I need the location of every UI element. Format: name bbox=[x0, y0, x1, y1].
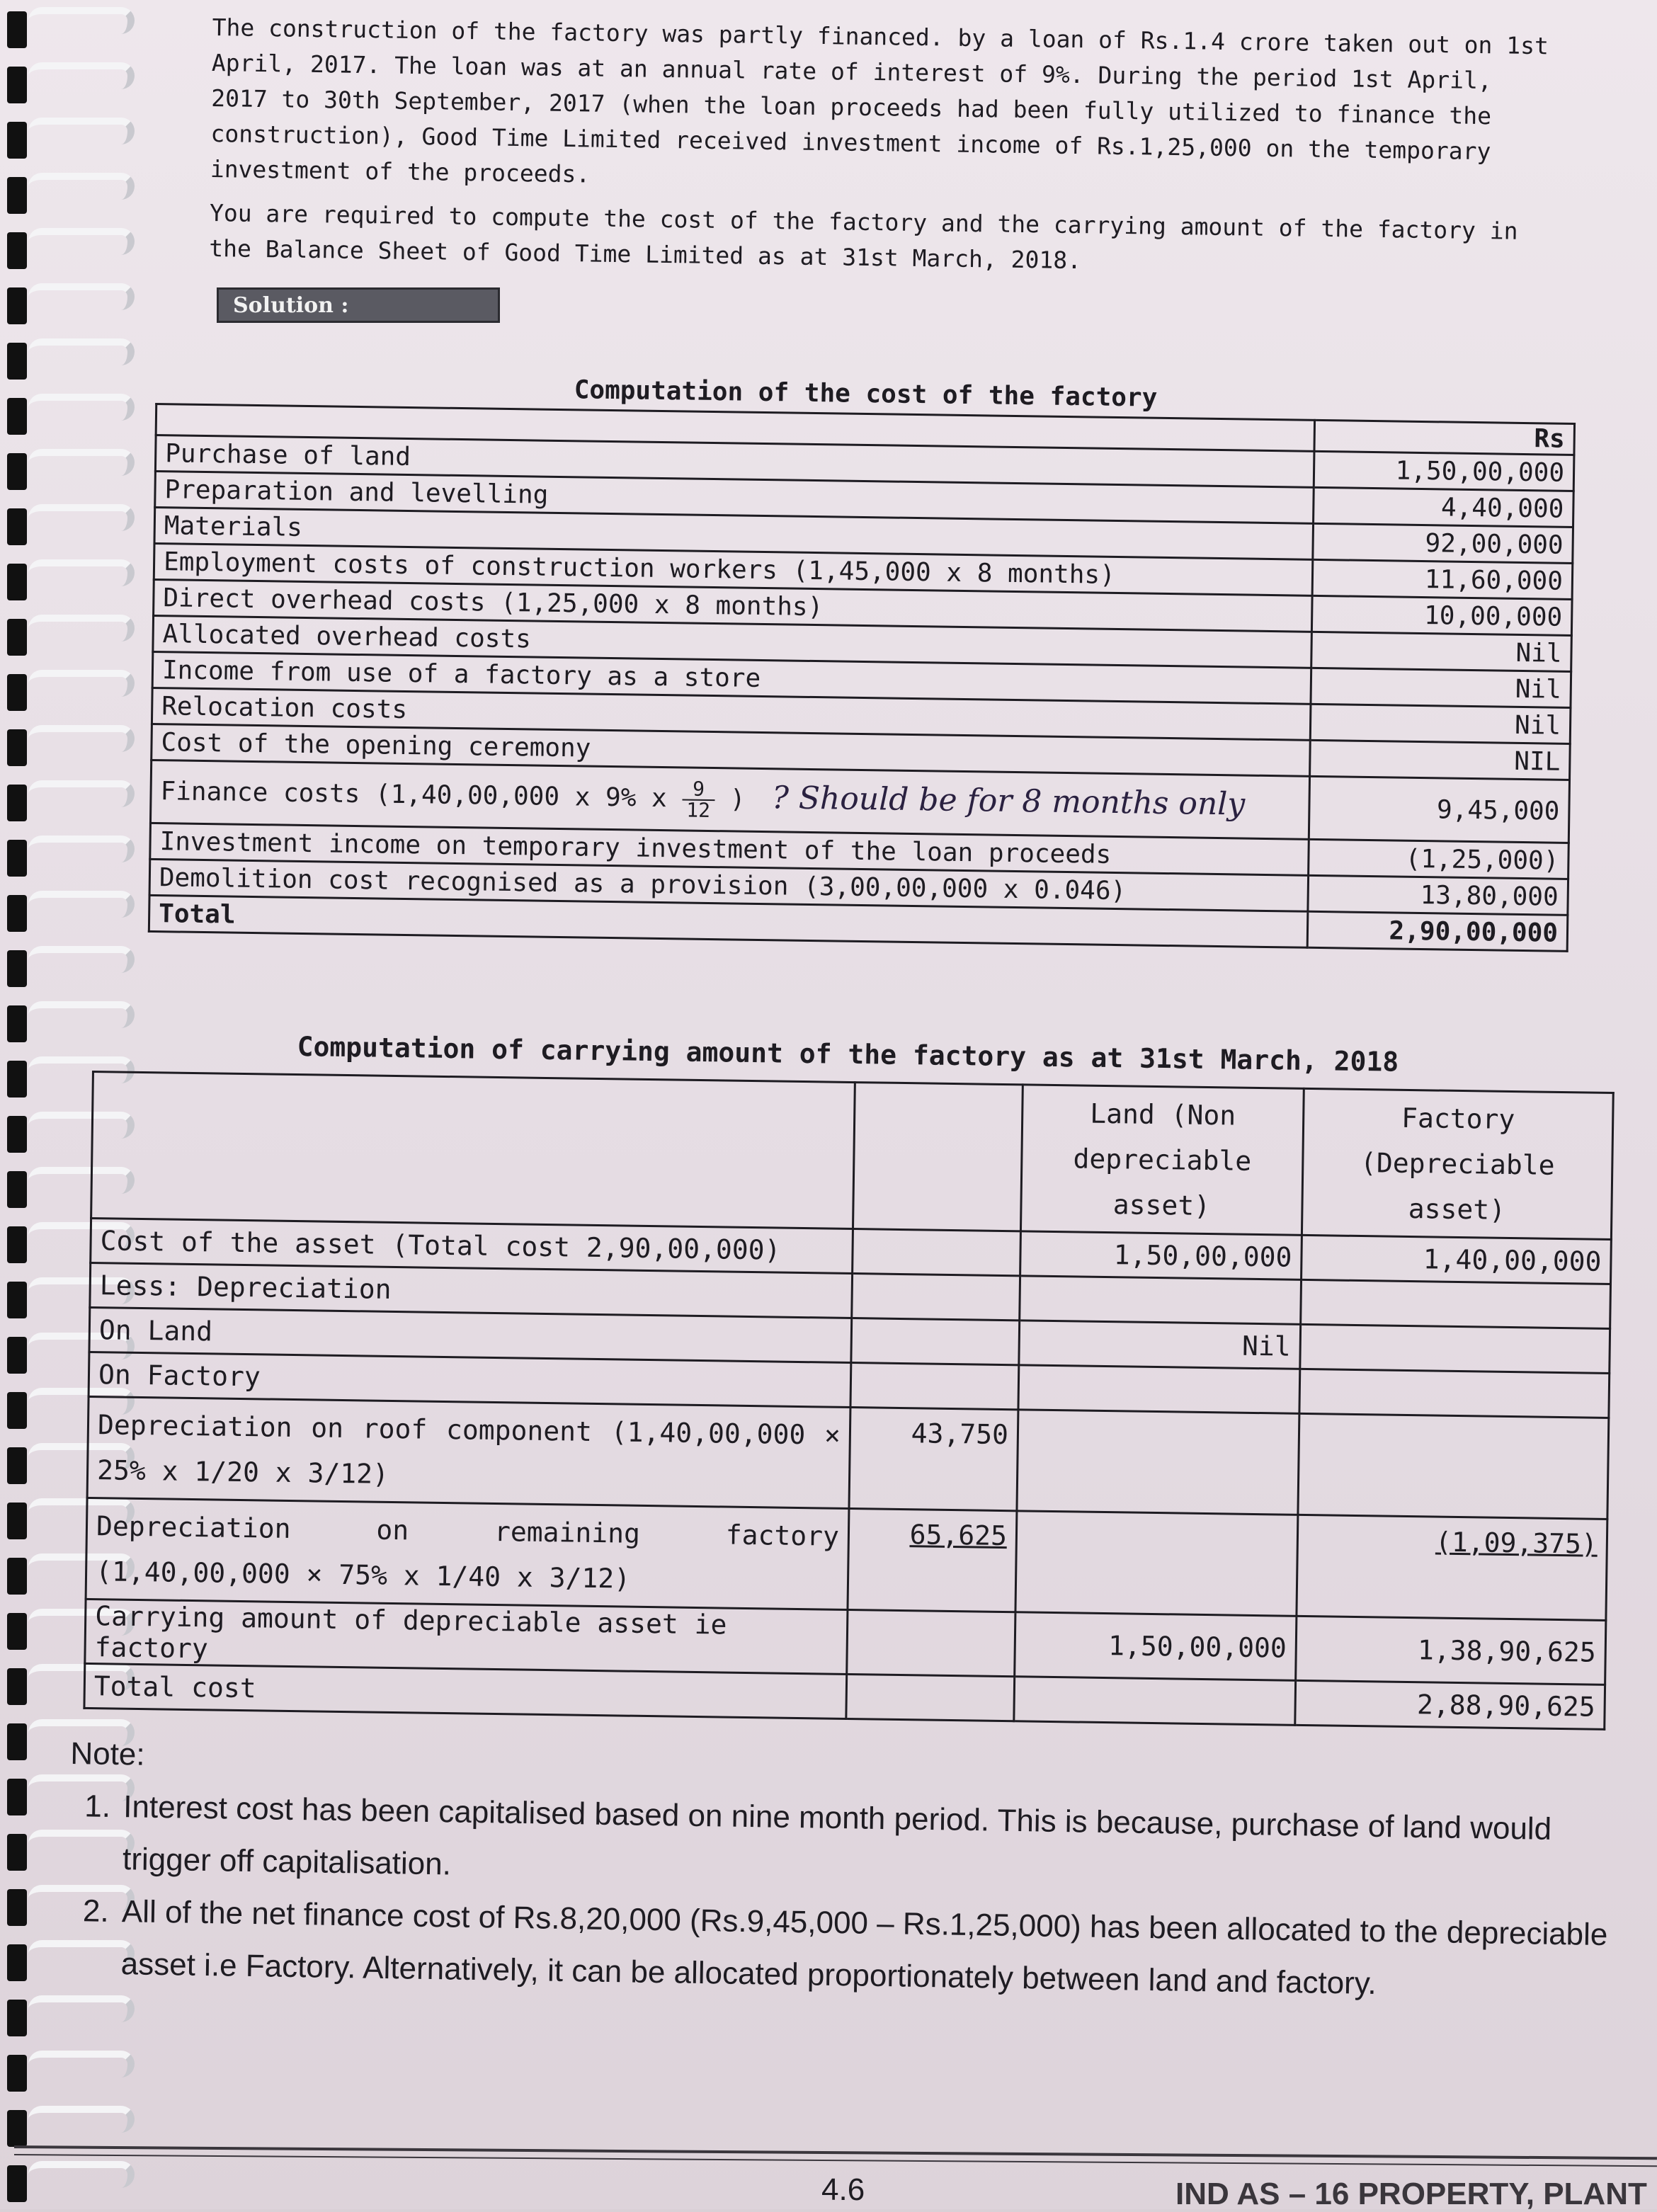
intro-paragraph-2: You are required to compute the cost of the factory and the carrying amount of the factory in the Balance Sheet of Good Time Limited as at 31st March, 2018. bbox=[209, 198, 1518, 275]
binding-hole bbox=[7, 398, 27, 435]
notes-heading: Note: bbox=[70, 1735, 145, 1772]
binding-hole bbox=[7, 674, 27, 711]
binding-hole bbox=[7, 2055, 27, 2092]
fraction-numerator: 9 bbox=[682, 779, 714, 801]
roof-depreciation-label: Depreciation on roof component (1,40,00,000 × 25% x 1/20 x 3/12) bbox=[87, 1396, 850, 1508]
binding-hole bbox=[7, 177, 27, 214]
row-amount: 10,00,000 bbox=[1311, 595, 1572, 635]
spiral-ring bbox=[28, 559, 135, 586]
row-amount: NIL bbox=[1310, 740, 1571, 780]
carrying-header-blank-2 bbox=[853, 1083, 1023, 1231]
spiral-ring bbox=[28, 118, 135, 144]
fraction-denominator: 12 bbox=[686, 798, 711, 822]
row-amount: 4,40,000 bbox=[1314, 487, 1574, 527]
on-land-value: Nil bbox=[1019, 1321, 1301, 1369]
spiral-ring bbox=[28, 670, 135, 697]
note-item: 2. All of the net finance cost of Rs.8,20,000 (Rs.9,45,000 – Rs.1,25,000) has been allocated to the depreciable asset i.e Factory. Alternatively, it can be allocated proportionately between land and factory. bbox=[116, 1886, 1640, 2014]
row-amount: 92,00,000 bbox=[1313, 523, 1573, 563]
binding-hole bbox=[7, 619, 27, 656]
row-label: Income from use of a factory as a store bbox=[152, 651, 1311, 704]
cost-table-title: Computation of the cost of the factory bbox=[574, 375, 1158, 413]
binding-hole bbox=[7, 1282, 27, 1318]
row-amount: 13,80,000 bbox=[1308, 875, 1568, 915]
total-label: Total bbox=[149, 895, 1308, 947]
binding-hole bbox=[7, 1447, 27, 1484]
notes-list bbox=[67, 1780, 1641, 2014]
cost-factory: 1,40,00,000 bbox=[1302, 1235, 1612, 1284]
spiral-ring bbox=[28, 62, 135, 89]
binding-hole bbox=[7, 1061, 27, 1098]
solution-label: Solution : bbox=[217, 287, 500, 323]
spiral-ring bbox=[28, 2106, 135, 2133]
row-amount: Nil bbox=[1310, 704, 1571, 743]
on-land-label: On Land bbox=[89, 1307, 852, 1362]
carrying-table-title: Computation of carrying amount of the factory as at 31st March, 2018 bbox=[297, 1031, 1399, 1078]
row-label: Investment income on temporary investment of the loan proceeds bbox=[150, 823, 1309, 875]
total-cost-label: Total cost bbox=[84, 1663, 847, 1718]
page-number: 4.6 bbox=[821, 2172, 865, 2207]
spiral-ring bbox=[28, 2051, 135, 2077]
binding-hole bbox=[7, 508, 27, 545]
footer-title: IND AS – 16 PROPERTY, PLANT bbox=[1175, 2177, 1647, 2211]
row-label: Allocated overhead costs bbox=[153, 615, 1312, 668]
total-amount: 2,90,00,000 bbox=[1307, 911, 1568, 951]
carrying-header-land: Land (Non depreciable asset) bbox=[1020, 1085, 1304, 1236]
row-amount: 1,50,00,000 bbox=[1314, 451, 1574, 491]
carrying-table bbox=[83, 1071, 1614, 1731]
binding-hole bbox=[7, 729, 27, 766]
binding-hole bbox=[7, 343, 27, 380]
spiral-ring bbox=[28, 780, 135, 807]
binding-hole bbox=[7, 287, 27, 324]
binding-hole bbox=[7, 1889, 27, 1926]
binding-hole bbox=[7, 1558, 27, 1595]
total-depreciation-factory: (1,09,375) bbox=[1297, 1515, 1607, 1620]
binding-hole bbox=[7, 1171, 27, 1208]
spiral-ring bbox=[28, 1995, 135, 2022]
binding-hole bbox=[7, 2165, 27, 2202]
carrying-amount-factory: 1,38,90,625 bbox=[1296, 1616, 1606, 1684]
binding-hole bbox=[7, 1779, 27, 1815]
binding-hole bbox=[7, 453, 27, 490]
row-label: Demolition cost recognised as a provision (3,00,00,000 x 0.046) bbox=[149, 859, 1309, 911]
cost-label: Cost of the asset (Total cost 2,90,00,000) bbox=[91, 1219, 853, 1274]
binding-hole bbox=[7, 1005, 27, 1042]
spiral-ring bbox=[28, 725, 135, 752]
row-amount: (1,25,000) bbox=[1309, 839, 1569, 879]
row-label: Purchase of land bbox=[155, 435, 1314, 488]
footer-divider bbox=[14, 2145, 1657, 2160]
handwritten-annotation: ? Should be for 8 months only bbox=[771, 779, 1246, 823]
spiral-ring bbox=[28, 394, 135, 421]
row-amount: Nil bbox=[1311, 668, 1571, 707]
carrying-header-blank bbox=[91, 1072, 855, 1229]
question-text bbox=[209, 10, 1558, 293]
carrying-amount-label: Carrying amount of depreciable asset ie factory bbox=[85, 1599, 848, 1674]
spiral-ring bbox=[28, 283, 135, 310]
binding-hole bbox=[7, 2110, 27, 2147]
binding-hole bbox=[7, 895, 27, 932]
remaining-depreciation-value: 65,625 bbox=[848, 1508, 1017, 1612]
binding-hole bbox=[7, 1834, 27, 1871]
binding-hole bbox=[7, 950, 27, 987]
binding-hole bbox=[7, 1226, 27, 1263]
row-amount: Nil bbox=[1311, 632, 1572, 671]
finance-label-prefix: Finance costs (1,40,00,000 x 9% x bbox=[160, 776, 668, 813]
carrying-header-factory: Factory (Depreciable asset) bbox=[1302, 1088, 1613, 1239]
spiral-ring bbox=[28, 228, 135, 255]
binding-hole bbox=[7, 1944, 27, 1981]
row-label: Direct overhead costs (1,25,000 x 8 months) bbox=[154, 579, 1313, 632]
spiral-ring bbox=[28, 946, 135, 973]
cost-land: 1,50,00,000 bbox=[1020, 1231, 1302, 1280]
binding-hole bbox=[7, 122, 27, 159]
roof-depreciation-value: 43,750 bbox=[849, 1407, 1018, 1510]
binding-hole bbox=[7, 1613, 27, 1650]
row-label: Relocation costs bbox=[152, 688, 1311, 740]
row-label: Preparation and levelling bbox=[155, 472, 1314, 524]
spiral-ring bbox=[28, 836, 135, 862]
spiral-ring bbox=[28, 449, 135, 476]
row-label: Cost of the opening ceremony bbox=[152, 724, 1311, 776]
row-label: Materials bbox=[154, 508, 1314, 560]
binding-hole bbox=[7, 564, 27, 600]
carrying-amount-land: 1,50,00,000 bbox=[1015, 1612, 1297, 1681]
on-factory-label: On Factory bbox=[89, 1352, 851, 1407]
spiral-ring bbox=[28, 173, 135, 200]
binding-hole bbox=[7, 1392, 27, 1429]
less-depreciation-label: Less: Depreciation bbox=[90, 1262, 853, 1318]
fraction bbox=[682, 779, 715, 821]
spiral-ring bbox=[28, 891, 135, 918]
binding-hole bbox=[7, 11, 27, 48]
binding-hole bbox=[7, 1116, 27, 1153]
spiral-ring bbox=[28, 2161, 135, 2188]
intro-paragraph-1: The construction of the factory was partly financed. by a loan of Rs.1.4 crore taken out on 1st April, 2017. The loan was at an annual rate of interest of 9%. During the period 1st April, 2017 to 30th September, 2017 (when the loan proceeds had been fully utilized to finance the construction), Good Time Limited received investment income of Rs.1,25,000 on the temporary investment of the proceeds. bbox=[210, 13, 1549, 188]
binding-hole bbox=[7, 1503, 27, 1539]
spiral-ring bbox=[28, 7, 135, 34]
remaining-depreciation-label: Depreciation on remaining factory (1,40,00,000 × 75% x 1/40 x 3/12) bbox=[86, 1498, 849, 1609]
binding-hole bbox=[7, 840, 27, 877]
spiral-ring bbox=[28, 615, 135, 642]
spiral-ring bbox=[28, 338, 135, 365]
binding-hole bbox=[7, 232, 27, 269]
binding-hole bbox=[7, 785, 27, 821]
cost-table bbox=[148, 365, 1576, 952]
binding-hole bbox=[7, 2000, 27, 2036]
spiral-ring bbox=[28, 504, 135, 531]
binding-hole bbox=[7, 1723, 27, 1760]
row-amount: 11,60,000 bbox=[1312, 559, 1573, 599]
notes-section bbox=[67, 1728, 1643, 2014]
cost-table-header-rs: Rs bbox=[1314, 420, 1575, 455]
spiral-ring bbox=[28, 1001, 135, 1028]
binding-hole bbox=[7, 67, 27, 103]
finance-amount: 9,45,000 bbox=[1309, 776, 1569, 843]
binding-hole bbox=[7, 1668, 27, 1705]
total-cost-factory: 2,88,90,625 bbox=[1295, 1680, 1605, 1729]
row-label: Employment costs of construction workers (1,45,000 x 8 months) bbox=[154, 543, 1313, 595]
binding-hole bbox=[7, 1337, 27, 1374]
note-item: 1. Interest cost has been capitalised based on nine month period. This is because, purchase of land would trigger off capitalisation. bbox=[118, 1781, 1642, 1910]
finance-label-suffix: ) bbox=[729, 784, 746, 814]
